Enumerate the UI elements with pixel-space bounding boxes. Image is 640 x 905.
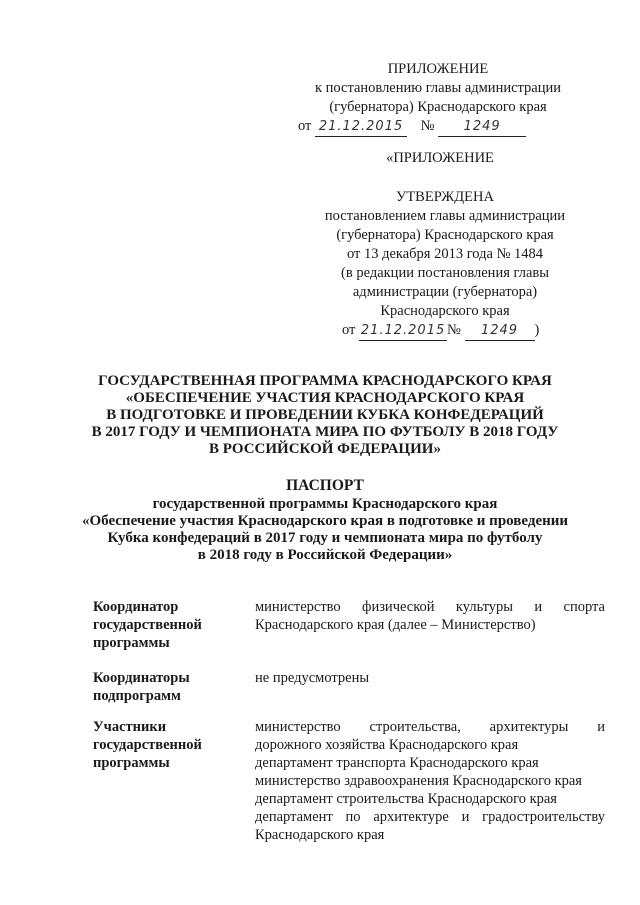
word: архитектуры (489, 719, 569, 735)
word: и (597, 719, 605, 735)
row-value-line: департамент строительства Краснодарского края (255, 791, 557, 807)
row-value-line: Краснодарского края (255, 827, 385, 843)
word: министерство (255, 719, 341, 735)
handwritten-date: 21.12.2015 (359, 321, 447, 341)
row-value-line (255, 598, 605, 616)
row-value-line: министерство здравоохранения Краснодарского края (255, 773, 582, 789)
word: строительства, (369, 719, 461, 735)
row-label-line: Участники (93, 719, 167, 735)
approval-line: Краснодарского края (380, 303, 510, 319)
row-label (93, 718, 238, 772)
program-title-line: В РОССИЙСКОЙ ФЕДЕРАЦИИ» (209, 441, 441, 457)
number-sign: № (420, 118, 435, 134)
word: и (534, 599, 543, 615)
word: культуры (455, 599, 514, 615)
word: по (345, 809, 361, 825)
word: архитектуре (373, 809, 449, 825)
row-value (255, 718, 605, 844)
row-value-line: не предусмотрены (255, 670, 370, 686)
program-title-line: В 2017 ГОДУ И ЧЕМПИОНАТА МИРА ПО ФУТБОЛУ В 2018 ГОДУ (91, 424, 559, 440)
row-label (93, 669, 238, 705)
approval-line: администрации (губернатора) (352, 284, 538, 300)
appendix-line: (губернатора) Краснодарского края (329, 99, 547, 115)
word: департамент (255, 809, 333, 825)
approval-header (300, 188, 590, 341)
row-label-line: государственной (93, 617, 202, 633)
row-label-line: программы (93, 755, 170, 771)
row-value (255, 598, 605, 634)
approval-date-line (300, 321, 590, 341)
from-prefix: от (298, 118, 312, 134)
number-sign: № (447, 322, 461, 338)
word: и (461, 809, 470, 825)
word: спорта (563, 599, 605, 615)
passport-heading: ПАСПОРТ (286, 477, 364, 494)
appendix-header (296, 60, 580, 137)
row-label-line: Координатор (93, 599, 179, 615)
row-label (93, 598, 238, 652)
approval-line: (губернатора) Краснодарского края (336, 227, 554, 243)
row-value-line: дорожного хозяйства Краснодарского края (255, 737, 519, 753)
word: градостроительству (482, 809, 605, 825)
closing-paren: ) (534, 322, 540, 338)
old-appendix-header (300, 149, 580, 168)
approval-line: (в редакции постановления главы (341, 265, 549, 281)
row-value-line (255, 718, 605, 736)
passport-title-line: в 2018 году в Российской Федерации» (197, 547, 453, 563)
word: министерство (255, 599, 341, 615)
row-label-line: Координаторы (93, 670, 190, 686)
word: физической (362, 599, 435, 615)
program-title (60, 373, 590, 458)
passport-title-line: «Обеспечение участия Краснодарского края в подготовке и проведении (81, 513, 569, 529)
approval-line: от 13 декабря 2013 года № 1484 (346, 246, 544, 262)
handwritten-number: 1249 (438, 117, 526, 137)
row-label-line: программы (93, 635, 170, 651)
row-value-line: Краснодарского края (далее – Министерство) (255, 617, 536, 633)
old-appendix-title: «ПРИЛОЖЕНИЕ (386, 150, 494, 166)
program-title-line: В ПОДГОТОВКЕ И ПРОВЕДЕНИИ КУБКА КОНФЕДЕРАЦИЙ (106, 407, 544, 423)
appendix-title: ПРИЛОЖЕНИЕ (387, 61, 489, 77)
row-value-line: департамент транспорта Краснодарского края (255, 755, 539, 771)
passport-title (60, 477, 590, 564)
appendix-date-line (296, 117, 580, 137)
program-title-line: ГОСУДАРСТВЕННАЯ ПРОГРАММА КРАСНОДАРСКОГО КРАЯ (98, 373, 552, 389)
appendix-line: к постановлению главы администрации (314, 80, 562, 96)
passport-title-line: государственной программы Краснодарского края (152, 496, 498, 512)
row-label-line: государственной (93, 737, 202, 753)
from-prefix: от (342, 322, 356, 338)
row-label-line: подпрограмм (93, 688, 181, 704)
approval-title: УТВЕРЖДЕНА (396, 189, 494, 205)
handwritten-date: 21.12.2015 (315, 117, 407, 137)
approval-line: постановлением главы администрации (324, 208, 566, 224)
passport-title-line: Кубка конфедераций в 2017 году и чемпионата мира по футболу (107, 530, 543, 546)
row-value-line (255, 808, 605, 826)
handwritten-number: 1249 (465, 321, 535, 341)
program-title-line: «ОБЕСПЕЧЕНИЕ УЧАСТИЯ КРАСНОДАРСКОГО КРАЯ (125, 390, 525, 406)
row-value (255, 669, 605, 687)
